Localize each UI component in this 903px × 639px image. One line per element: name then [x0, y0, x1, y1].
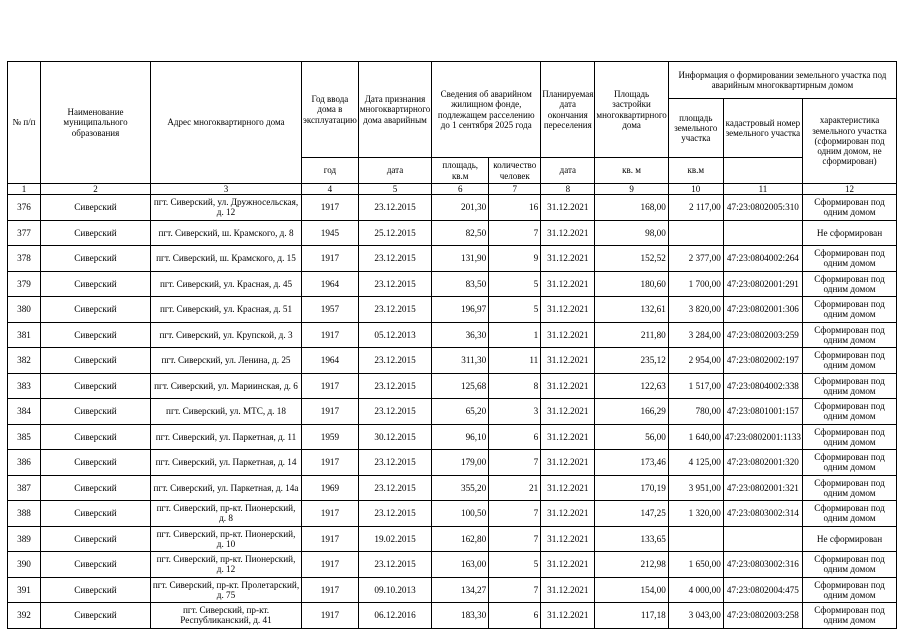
row-recognition-date: 05.12.2013: [358, 322, 431, 348]
row-land-area: [668, 220, 723, 246]
header-recognition-date: Дата признания многоквартирного дома аварийным: [358, 62, 431, 158]
row-cadastral-number: 47:23:0802001:306: [723, 297, 802, 323]
row-land-area: 3 043,00: [668, 603, 723, 629]
row-year: 1957: [302, 297, 359, 323]
row-people-count: 16: [489, 195, 541, 221]
table-row: [8, 577, 897, 603]
row-land-area: [668, 526, 723, 552]
table-row: [8, 348, 897, 374]
table-row: [8, 297, 897, 323]
row-land-area: 4 000,00: [668, 577, 723, 603]
row-people-count: 6: [489, 424, 541, 450]
row-cadastral-number: [723, 526, 802, 552]
row-people-count: 7: [489, 220, 541, 246]
row-recognition-date: 23.12.2015: [358, 373, 431, 399]
table-row: [8, 552, 897, 578]
row-cadastral-number: 47:23:0802003:259: [723, 322, 802, 348]
row-cadastral-number: 47:23:0802003:258: [723, 603, 802, 629]
row-municipality: Сиверский: [41, 603, 151, 629]
row-people-count: 5: [489, 552, 541, 578]
unit-planned-date: дата: [541, 158, 595, 184]
row-cadastral-number: 47:23:0803002:314: [723, 501, 802, 527]
row-land-area: 1 320,00: [668, 501, 723, 527]
row-built-area: 117,18: [595, 603, 668, 629]
row-planned-date: 31.12.2021: [541, 501, 595, 527]
row-cadastral-number: [723, 220, 802, 246]
row-recognition-date: 09.10.2013: [358, 577, 431, 603]
table-row: [8, 424, 897, 450]
row-people-count: 7: [489, 501, 541, 527]
row-number: 377: [8, 220, 41, 246]
table-row: [8, 526, 897, 552]
header-cadastral: кадастровый номер земельного участка: [723, 99, 802, 158]
table-row: [8, 603, 897, 629]
row-land-area: 780,00: [668, 399, 723, 425]
table-row: [8, 373, 897, 399]
row-emergency-area: 36,30: [432, 322, 489, 348]
column-number: 1: [8, 184, 41, 195]
row-address: пгт. Сиверский, ш. Крамского, д. 15: [151, 246, 302, 272]
row-number: 388: [8, 501, 41, 527]
row-recognition-date: 25.12.2015: [358, 220, 431, 246]
row-planned-date: 31.12.2021: [541, 220, 595, 246]
row-planned-date: 31.12.2021: [541, 552, 595, 578]
row-built-area: 235,12: [595, 348, 668, 374]
row-planned-date: 31.12.2021: [541, 373, 595, 399]
row-cadastral-number: 47:23:0802001:321: [723, 475, 802, 501]
row-municipality: Сиверский: [41, 450, 151, 476]
unit-people: количество человек: [489, 158, 541, 184]
row-emergency-area: 125,68: [432, 373, 489, 399]
row-emergency-area: 134,27: [432, 577, 489, 603]
row-emergency-area: 201,30: [432, 195, 489, 221]
row-emergency-area: 131,90: [432, 246, 489, 272]
row-number: 390: [8, 552, 41, 578]
table-row: [8, 271, 897, 297]
row-people-count: 5: [489, 297, 541, 323]
row-municipality: Сиверский: [41, 246, 151, 272]
table-row: [8, 246, 897, 272]
row-address: пгт. Сиверский, пр-кт. Пионерский, д. 12: [151, 552, 302, 578]
table-row: [8, 475, 897, 501]
row-built-area: 122,63: [595, 373, 668, 399]
header-emergency-fund: Сведения об аварийном жилищном фонде, подлежащем расселению до 1 сентября 2025 года: [432, 62, 541, 158]
row-address: пгт. Сиверский, пр-кт. Пионерский, д. 10: [151, 526, 302, 552]
header-municipality: Наименование муниципального образования: [41, 62, 151, 184]
row-built-area: 166,29: [595, 399, 668, 425]
row-municipality: Сиверский: [41, 501, 151, 527]
row-year: 1964: [302, 271, 359, 297]
row-land-area: 1 517,00: [668, 373, 723, 399]
row-number: 376: [8, 195, 41, 221]
row-number: 386: [8, 450, 41, 476]
row-land-area: 2 954,00: [668, 348, 723, 374]
row-people-count: 11: [489, 348, 541, 374]
row-year: 1917: [302, 373, 359, 399]
row-people-count: 7: [489, 450, 541, 476]
row-planned-date: 31.12.2021: [541, 322, 595, 348]
header-land-area: площадь земельного участка: [668, 99, 723, 158]
row-planned-date: 31.12.2021: [541, 348, 595, 374]
row-year: 1917: [302, 603, 359, 629]
row-people-count: 7: [489, 577, 541, 603]
column-number-row: [8, 184, 897, 195]
column-number: 11: [723, 184, 802, 195]
row-land-characteristic: Сформирован под одним домом: [803, 475, 897, 501]
row-built-area: 211,80: [595, 322, 668, 348]
row-address: пгт. Сиверский, пр-кт. Пионерский, д. 8: [151, 501, 302, 527]
row-emergency-area: 82,50: [432, 220, 489, 246]
row-address: пгт. Сиверский, ул. Красная, д. 51: [151, 297, 302, 323]
row-emergency-area: 196,97: [432, 297, 489, 323]
row-number: 391: [8, 577, 41, 603]
column-number: 10: [668, 184, 723, 195]
row-recognition-date: 23.12.2015: [358, 297, 431, 323]
row-land-characteristic: Сформирован под одним домом: [803, 424, 897, 450]
row-municipality: Сиверский: [41, 399, 151, 425]
row-emergency-area: 179,00: [432, 450, 489, 476]
row-municipality: Сиверский: [41, 348, 151, 374]
row-address: пгт. Сиверский, ул. Мариинская, д. 6: [151, 373, 302, 399]
row-year: 1917: [302, 399, 359, 425]
row-year: 1945: [302, 220, 359, 246]
row-planned-date: 31.12.2021: [541, 603, 595, 629]
row-address: пгт. Сиверский, ул. МТС, д. 18: [151, 399, 302, 425]
column-number: 9: [595, 184, 668, 195]
header-year: Год ввода дома в эксплуатацию: [302, 62, 359, 158]
row-built-area: 152,52: [595, 246, 668, 272]
row-year: 1917: [302, 577, 359, 603]
row-address: пгт. Сиверский, пр-кт. Пролетарский, д. 75: [151, 577, 302, 603]
row-recognition-date: 30.12.2015: [358, 424, 431, 450]
unit-date: дата: [358, 158, 431, 184]
row-land-characteristic: Сформирован под одним домом: [803, 246, 897, 272]
row-cadastral-number: 47:23:0804002:338: [723, 373, 802, 399]
row-municipality: Сиверский: [41, 552, 151, 578]
row-built-area: 132,61: [595, 297, 668, 323]
table-row: [8, 195, 897, 221]
row-planned-date: 31.12.2021: [541, 399, 595, 425]
row-planned-date: 31.12.2021: [541, 577, 595, 603]
row-cadastral-number: 47:23:0802001:320: [723, 450, 802, 476]
row-year: 1959: [302, 424, 359, 450]
row-people-count: 6: [489, 603, 541, 629]
column-number: 7: [489, 184, 541, 195]
header-address: Адрес многоквартирного дома: [151, 62, 302, 184]
row-number: 383: [8, 373, 41, 399]
table-row: [8, 220, 897, 246]
row-address: пгт. Сиверский, ул. Ленина, д. 25: [151, 348, 302, 374]
row-address: пгт. Сиверский, ул. Красная, д. 45: [151, 271, 302, 297]
row-year: 1917: [302, 195, 359, 221]
table-row: [8, 450, 897, 476]
row-municipality: Сиверский: [41, 220, 151, 246]
row-cadastral-number: 47:23:0802004:475: [723, 577, 802, 603]
row-number: 380: [8, 297, 41, 323]
row-built-area: 168,00: [595, 195, 668, 221]
row-planned-date: 31.12.2021: [541, 475, 595, 501]
row-people-count: 3: [489, 399, 541, 425]
row-planned-date: 31.12.2021: [541, 450, 595, 476]
unit-area: площадь, кв.м: [432, 158, 489, 184]
row-year: 1964: [302, 348, 359, 374]
row-number: 385: [8, 424, 41, 450]
row-address: пгт. Сиверский, ул. Паркетная, д. 11: [151, 424, 302, 450]
row-planned-date: 31.12.2021: [541, 526, 595, 552]
row-municipality: Сиверский: [41, 577, 151, 603]
row-cadastral-number: 47:23:0804002:264: [723, 246, 802, 272]
row-municipality: Сиверский: [41, 373, 151, 399]
row-emergency-area: 355,20: [432, 475, 489, 501]
row-recognition-date: 23.12.2015: [358, 246, 431, 272]
row-municipality: Сиверский: [41, 475, 151, 501]
row-built-area: 170,19: [595, 475, 668, 501]
row-number: 387: [8, 475, 41, 501]
header-num: № п/п: [8, 62, 41, 184]
row-land-characteristic: Не сформирован: [803, 526, 897, 552]
row-number: 389: [8, 526, 41, 552]
row-people-count: 8: [489, 373, 541, 399]
row-land-area: 4 125,00: [668, 450, 723, 476]
row-emergency-area: 65,20: [432, 399, 489, 425]
row-address: пгт. Сиверский, пр-кт. Республиканский, д. 41: [151, 603, 302, 629]
row-year: 1917: [302, 552, 359, 578]
row-land-area: 1 640,00: [668, 424, 723, 450]
row-built-area: 56,00: [595, 424, 668, 450]
row-land-characteristic: Не сформирован: [803, 220, 897, 246]
row-land-characteristic: Сформирован под одним домом: [803, 373, 897, 399]
row-cadastral-number: 47:23:0802002:197: [723, 348, 802, 374]
row-land-area: 3 820,00: [668, 297, 723, 323]
row-address: пгт. Сиверский, ул. Дружносельская, д. 12: [151, 195, 302, 221]
column-number: 4: [302, 184, 359, 195]
row-land-characteristic: Сформирован под одним домом: [803, 322, 897, 348]
row-number: 381: [8, 322, 41, 348]
row-built-area: 212,98: [595, 552, 668, 578]
row-land-characteristic: Сформирован под одним домом: [803, 450, 897, 476]
row-people-count: 7: [489, 526, 541, 552]
table-row: [8, 399, 897, 425]
row-emergency-area: 311,30: [432, 348, 489, 374]
row-number: 382: [8, 348, 41, 374]
row-land-characteristic: Сформирован под одним домом: [803, 577, 897, 603]
row-land-characteristic: Сформирован под одним домом: [803, 603, 897, 629]
column-number: 12: [803, 184, 897, 195]
row-recognition-date: 23.12.2015: [358, 552, 431, 578]
row-number: 384: [8, 399, 41, 425]
row-planned-date: 31.12.2021: [541, 424, 595, 450]
column-number: 8: [541, 184, 595, 195]
row-year: 1917: [302, 246, 359, 272]
row-year: 1917: [302, 450, 359, 476]
row-municipality: Сиверский: [41, 297, 151, 323]
row-built-area: 98,00: [595, 220, 668, 246]
row-land-characteristic: Сформирован под одним домом: [803, 297, 897, 323]
row-cadastral-number: 47:23:0803002:316: [723, 552, 802, 578]
table-row: [8, 322, 897, 348]
row-recognition-date: 23.12.2015: [358, 195, 431, 221]
row-built-area: 147,25: [595, 501, 668, 527]
header-land-info: Информация о формировании земельного участка под аварийным многоквартирным домом: [668, 62, 896, 99]
row-number: 378: [8, 246, 41, 272]
row-land-area: 1 650,00: [668, 552, 723, 578]
row-cadastral-number: 47:23:0802001:291: [723, 271, 802, 297]
row-year: 1917: [302, 526, 359, 552]
row-address: пгт. Сиверский, ул. Паркетная, д. 14а: [151, 475, 302, 501]
emergency-housing-table: [7, 61, 897, 629]
row-address: пгт. Сиверский, ул. Крупской, д. 3: [151, 322, 302, 348]
row-recognition-date: 23.12.2015: [358, 348, 431, 374]
row-number: 392: [8, 603, 41, 629]
row-municipality: Сиверский: [41, 195, 151, 221]
row-emergency-area: 96,10: [432, 424, 489, 450]
row-planned-date: 31.12.2021: [541, 271, 595, 297]
row-planned-date: 31.12.2021: [541, 195, 595, 221]
row-emergency-area: 163,00: [432, 552, 489, 578]
row-land-area: 3 284,00: [668, 322, 723, 348]
header-planned-date: Планируемая дата окончания переселения: [541, 62, 595, 158]
row-land-characteristic: Сформирован под одним домом: [803, 399, 897, 425]
row-number: 379: [8, 271, 41, 297]
row-land-characteristic: Сформирован под одним домом: [803, 501, 897, 527]
row-recognition-date: 23.12.2015: [358, 475, 431, 501]
row-recognition-date: 23.12.2015: [358, 399, 431, 425]
row-municipality: Сиверский: [41, 322, 151, 348]
row-recognition-date: 06.12.2016: [358, 603, 431, 629]
column-number: 3: [151, 184, 302, 195]
row-land-characteristic: Сформирован под одним домом: [803, 552, 897, 578]
row-people-count: 1: [489, 322, 541, 348]
row-address: пгт. Сиверский, ул. Паркетная, д. 14: [151, 450, 302, 476]
row-recognition-date: 23.12.2015: [358, 450, 431, 476]
row-built-area: 173,46: [595, 450, 668, 476]
row-emergency-area: 183,30: [432, 603, 489, 629]
row-municipality: Сиверский: [41, 271, 151, 297]
row-cadastral-number: 47:23:0802001:1133: [723, 424, 802, 450]
row-year: 1969: [302, 475, 359, 501]
row-built-area: 154,00: [595, 577, 668, 603]
row-municipality: Сиверский: [41, 424, 151, 450]
table-row: [8, 501, 897, 527]
column-number: 6: [432, 184, 489, 195]
row-recognition-date: 19.02.2015: [358, 526, 431, 552]
row-recognition-date: 23.12.2015: [358, 501, 431, 527]
row-year: 1917: [302, 322, 359, 348]
row-address: пгт. Сиверский, ш. Крамского, д. 8: [151, 220, 302, 246]
row-land-area: 2 117,00: [668, 195, 723, 221]
header-characteristic: характеристика земельного участка (сформирован под одним домом, не сформирован): [803, 99, 897, 184]
unit-year: год: [302, 158, 359, 184]
unit-built-area: кв. м: [595, 158, 668, 184]
unit-cadastral: [723, 158, 802, 184]
column-number: 2: [41, 184, 151, 195]
row-emergency-area: 83,50: [432, 271, 489, 297]
row-people-count: 5: [489, 271, 541, 297]
row-land-area: 1 700,00: [668, 271, 723, 297]
row-cadastral-number: 47:23:0801001:157: [723, 399, 802, 425]
row-people-count: 9: [489, 246, 541, 272]
column-number: 5: [358, 184, 431, 195]
row-year: 1917: [302, 501, 359, 527]
header-built-area: Площадь застройки многоквартирного дома: [595, 62, 668, 158]
row-recognition-date: 23.12.2015: [358, 271, 431, 297]
row-emergency-area: 100,50: [432, 501, 489, 527]
row-land-area: 3 951,00: [668, 475, 723, 501]
row-planned-date: 31.12.2021: [541, 297, 595, 323]
row-planned-date: 31.12.2021: [541, 246, 595, 272]
unit-land-area: кв.м: [668, 158, 723, 184]
row-municipality: Сиверский: [41, 526, 151, 552]
row-cadastral-number: 47:23:0802005:310: [723, 195, 802, 221]
row-land-area: 2 377,00: [668, 246, 723, 272]
row-emergency-area: 162,80: [432, 526, 489, 552]
row-people-count: 21: [489, 475, 541, 501]
row-land-characteristic: Сформирован под одним домом: [803, 348, 897, 374]
row-land-characteristic: Сформирован под одним домом: [803, 271, 897, 297]
row-built-area: 180,60: [595, 271, 668, 297]
row-built-area: 133,65: [595, 526, 668, 552]
row-land-characteristic: Сформирован под одним домом: [803, 195, 897, 221]
